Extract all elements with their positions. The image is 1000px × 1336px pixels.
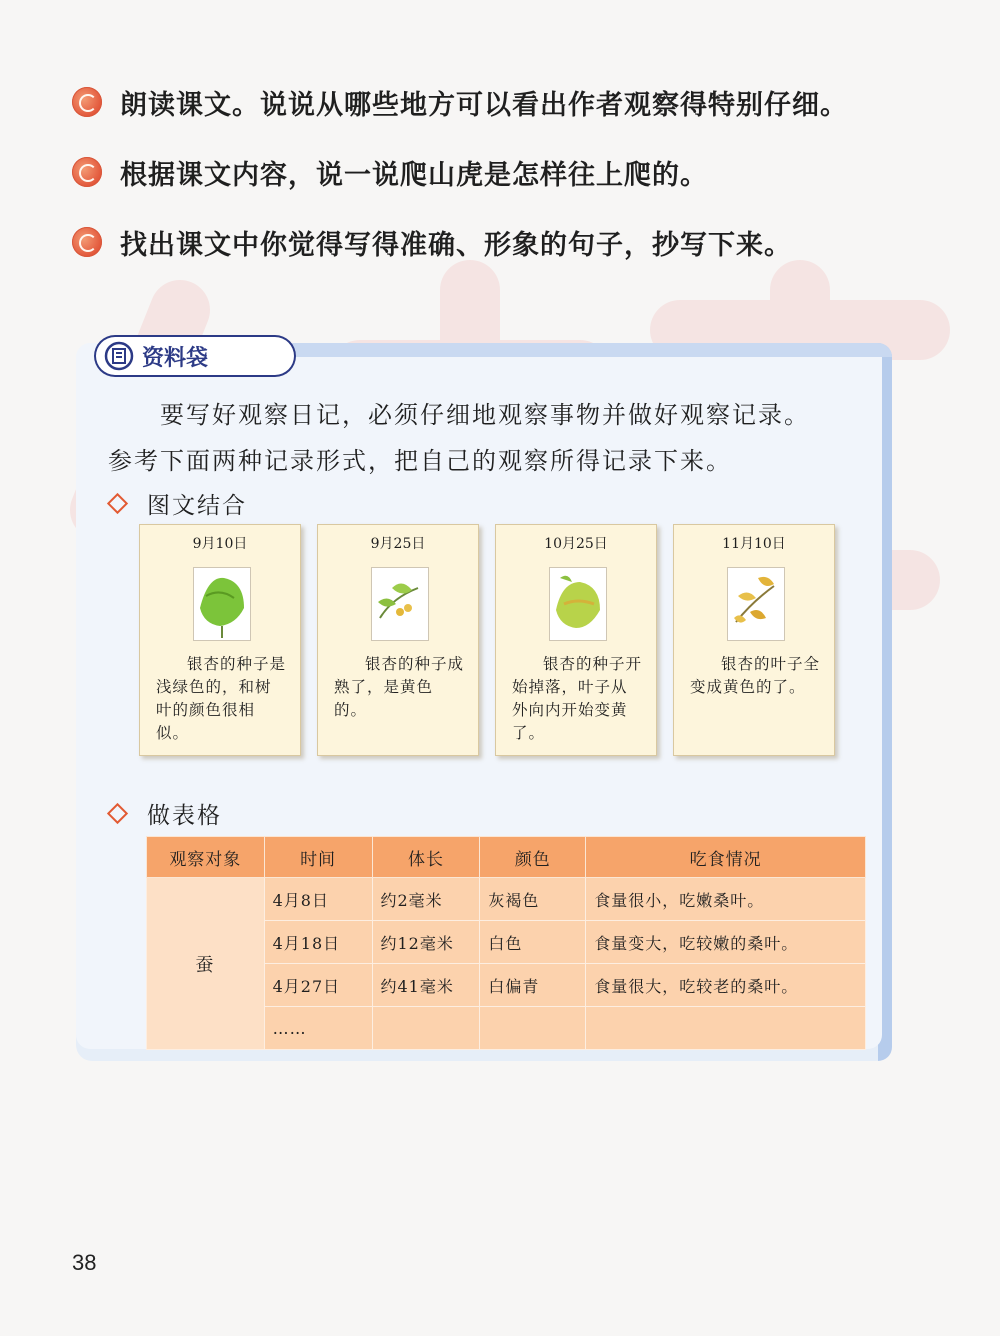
question-1 — [72, 82, 848, 122]
column-header: 体长 — [372, 837, 480, 878]
table-cell: 约41毫米 — [372, 964, 480, 1007]
table-cell: …… — [264, 1007, 372, 1050]
table-cell — [586, 1007, 866, 1050]
table-cell — [372, 1007, 480, 1050]
intro-line-2: 参考下面两种记录形式，把自己的观察所得记录下来。 — [108, 447, 732, 475]
panel-edge — [226, 343, 892, 357]
section-title: 图文结合 — [147, 493, 247, 519]
resource-tag-label: 资料袋 — [142, 345, 209, 371]
ginkgo-leaf-image — [371, 567, 429, 641]
section-picture-text — [110, 487, 247, 520]
column-header: 观察对象 — [147, 837, 265, 878]
spiral-bullet-icon — [72, 227, 102, 257]
table-cell: 食量很小，吃嫩桑叶。 — [586, 878, 866, 921]
card-date: 9月10日 — [192, 536, 248, 552]
resource-tag — [94, 335, 296, 377]
observation-card — [495, 524, 657, 756]
page-number: 38 — [72, 1250, 97, 1275]
table-cell: 白偏青 — [480, 964, 586, 1007]
section-title: 做表格 — [147, 803, 222, 829]
ginkgo-leaf-image — [549, 567, 607, 641]
observation-card — [673, 524, 835, 756]
table-cell: 4月18日 — [264, 921, 372, 964]
table-cell: 约12毫米 — [372, 921, 480, 964]
question-text: 根据课文内容，说一说爬山虎是怎样往上爬的。 — [120, 159, 708, 191]
observation-table — [146, 836, 866, 1050]
card-date: 9月25日 — [370, 536, 426, 552]
card-text: 银杏的种子开始掉落，叶子从外向内开始变黄了。 — [512, 655, 643, 742]
ginkgo-leaf-image — [193, 567, 251, 641]
table-cell: 4月8日 — [264, 878, 372, 921]
observation-card — [139, 524, 301, 756]
intro-line-1: 要写好观察日记，必须仔细地观察事物并做好观察记录。 — [160, 401, 810, 429]
table-cell: 食量变大，吃较嫩的桑叶。 — [586, 921, 866, 964]
section-table — [110, 797, 222, 830]
question-text: 找出课文中你觉得写得准确、形象的句子，抄写下来。 — [120, 229, 792, 261]
card-text: 银杏的叶子全变成黄色的了。 — [690, 655, 821, 696]
notebook-icon — [104, 341, 134, 371]
table-cell: 4月27日 — [264, 964, 372, 1007]
table-row — [147, 878, 866, 921]
card-date: 10月25日 — [544, 536, 608, 552]
spiral-bullet-icon — [72, 87, 102, 117]
question-2 — [72, 152, 708, 192]
table-cell: 约2毫米 — [372, 878, 480, 921]
column-header: 时间 — [264, 837, 372, 878]
card-text: 银杏的种子成熟了，是黄色的。 — [334, 655, 465, 719]
spiral-bullet-icon — [72, 157, 102, 187]
question-3 — [72, 222, 792, 262]
ginkgo-leaf-image — [727, 567, 785, 641]
table-cell — [480, 1007, 586, 1050]
subject-cell: 蚕 — [147, 878, 265, 1050]
resource-panel — [76, 343, 892, 1061]
column-header: 颜色 — [480, 837, 586, 878]
table-header-row — [147, 837, 866, 878]
card-date: 11月10日 — [722, 536, 786, 552]
column-header: 吃食情况 — [586, 837, 866, 878]
diamond-bullet-icon — [107, 803, 128, 824]
observation-card — [317, 524, 479, 756]
diamond-bullet-icon — [107, 493, 128, 514]
card-text: 银杏的种子是浅绿色的，和树叶的颜色很相似。 — [156, 655, 287, 742]
table-cell: 白色 — [480, 921, 586, 964]
table-cell: 食量很大，吃较老的桑叶。 — [586, 964, 866, 1007]
question-text: 朗读课文。说说从哪些地方可以看出作者观察得特别仔细。 — [120, 89, 848, 121]
table-cell: 灰褐色 — [480, 878, 586, 921]
